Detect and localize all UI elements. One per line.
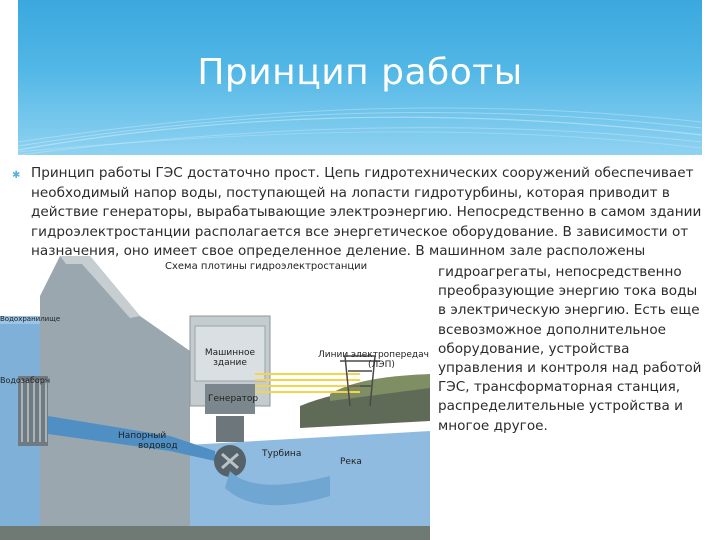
label-river: Река (340, 457, 362, 467)
body-line: оборудование, устройства (438, 340, 630, 357)
label-machine-hall (196, 348, 264, 368)
label-machine-hall-line: здание (213, 358, 247, 368)
body-line: действие генераторы, вырабатывающие электроэнергию. Непосредственно в самом здании (31, 204, 702, 221)
label-intake: Водозаборн (0, 376, 51, 385)
body-line: гидроагрегаты, непосредственно (438, 264, 682, 280)
body-line: в электрическую энергию. Есть еще (438, 302, 700, 319)
diagram-title: Схема плотины гидроэлектростанции (165, 261, 368, 272)
slide-title: Принцип работы (197, 52, 523, 93)
body-text (31, 164, 701, 262)
label-power-lines-line: Линии электропередач (318, 350, 429, 360)
body-line: гидроэлектростанции располагается все энергетическое оборудование. В зависимости от (31, 223, 689, 240)
label-machine-hall-line: Машинное (204, 348, 256, 358)
body-line: необходимый напор воды, поступающей на лопасти гидротурбины, которая приводит в (31, 184, 670, 201)
label-turbine: Турбина (262, 449, 302, 459)
label-reservoir: Водохранилище (0, 315, 61, 323)
body-line: всевозможное дополнительное (438, 321, 666, 338)
label-penstock-line: водовод (138, 441, 178, 451)
bullet-star-icon: ✱ (12, 170, 21, 181)
label-power-lines-line: (ЛЭП) (368, 360, 395, 370)
body-line: многое другое. (438, 417, 548, 434)
label-penstock (118, 431, 178, 451)
body-text-right (438, 263, 708, 436)
body-line: назначения, оно имеет свое определенное деление. В машинном зале расположены (31, 243, 646, 260)
body-line: Принцип работы ГЭС достаточно прост. Цепь гидротехнических сооружений обеспечивает (31, 165, 694, 181)
body-line: ГЭС, трансформаторная станция, (438, 379, 681, 396)
body-line: управления и контроля над работой (438, 360, 702, 377)
label-power-lines (318, 350, 429, 370)
label-generator: Генератор (208, 394, 259, 404)
label-penstock-line: Напорный (118, 431, 167, 441)
dam-diagram (0, 256, 430, 540)
body-line: преобразующие энергию тока воды (438, 283, 698, 300)
body-line: распределительные устройства и (438, 398, 683, 415)
